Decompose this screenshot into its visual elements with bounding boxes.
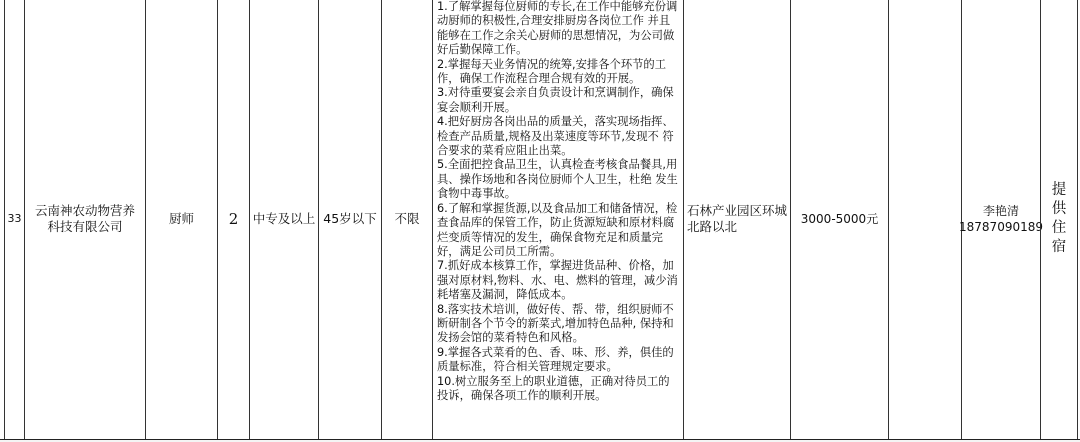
duty-item: 4.把好厨房各岗出品的质量关，落实现场指挥、检查产品质量,规格及出菜速度等环节,发现不 符合要求的菜肴应阻止出菜。 (437, 115, 674, 158)
duties-cell (432, 0, 683, 439)
duty-item: 6.了解和掌握货源,以及食品加工和储备情况，检查食品库的保管工作，防止货源短缺和原材料腐烂变质等情况的发生，确保食物充足和质量完好，满足公司员工所需。 (437, 201, 678, 258)
duty-item: 10.树立服务至上的职业道德，正确对待员工的投诉，确保各项工作的顺利开展。 (437, 374, 670, 402)
duty-item: 7.抓好成本核算工作，掌握进货品种、价格，加强对原材料,物料、水、电、燃料的管理，减少消耗堵塞及漏洞，降低成本。 (437, 259, 678, 302)
company-cell: 云南神农动物营养科技有限公司 (24, 0, 145, 439)
contact-phone: 18787090189 (959, 219, 1043, 234)
contact-cell (959, 0, 1043, 439)
duty-item: 3.对待重要宴会亲自负责设计和烹调制作，确保宴会顺利开展。 (437, 86, 674, 114)
education-cell: 中专及以上 (249, 0, 318, 439)
salary-cell: 3000-5000元 (790, 0, 888, 439)
empty-cell (888, 0, 961, 439)
duty-item: 9.掌握各式菜肴的色、香、味、形、养，俱佳的质量标准，符合相关管理规定要求。 (437, 345, 674, 374)
duty-item: 5.全面把控食品卫生，认真检查考核食品餐具,用具、操作场地和各岗位厨师个人卫生，杜绝 发生食物中毒事故。 (437, 158, 678, 201)
position-cell: 厨师 (145, 0, 217, 439)
gender-cell: 不限 (381, 0, 432, 439)
row-index: 33 (4, 0, 24, 439)
count-cell: 2 (217, 0, 249, 439)
duty-item: 2.掌握每天业务情况的统筹,安排各个环节的工作，确保工作流程合理合规有效的开展。 (437, 57, 667, 86)
age-cell: 45岁以下 (318, 0, 381, 439)
duty-item: 8.落实技术培训，做好传、帮、带，组织厨师不断研制各个节令的新菜式,增加特色品种, 保持和发扬会馆的菜肴特色和风格。 (437, 302, 674, 345)
contact-name: 李艳清 (982, 203, 1019, 218)
accommodation-cell: 提供住宿 (1040, 0, 1078, 439)
location-cell: 石林产业园区环城北路以北 (683, 0, 790, 439)
duty-item: 1.了解掌握每位厨师的专长,在工作中能够充份调动厨师的积极性,合理安排厨房各岗位工作 并且能够在工作之余关心厨师的思想情况，为公司做好后勤保障工作。 (437, 0, 678, 57)
